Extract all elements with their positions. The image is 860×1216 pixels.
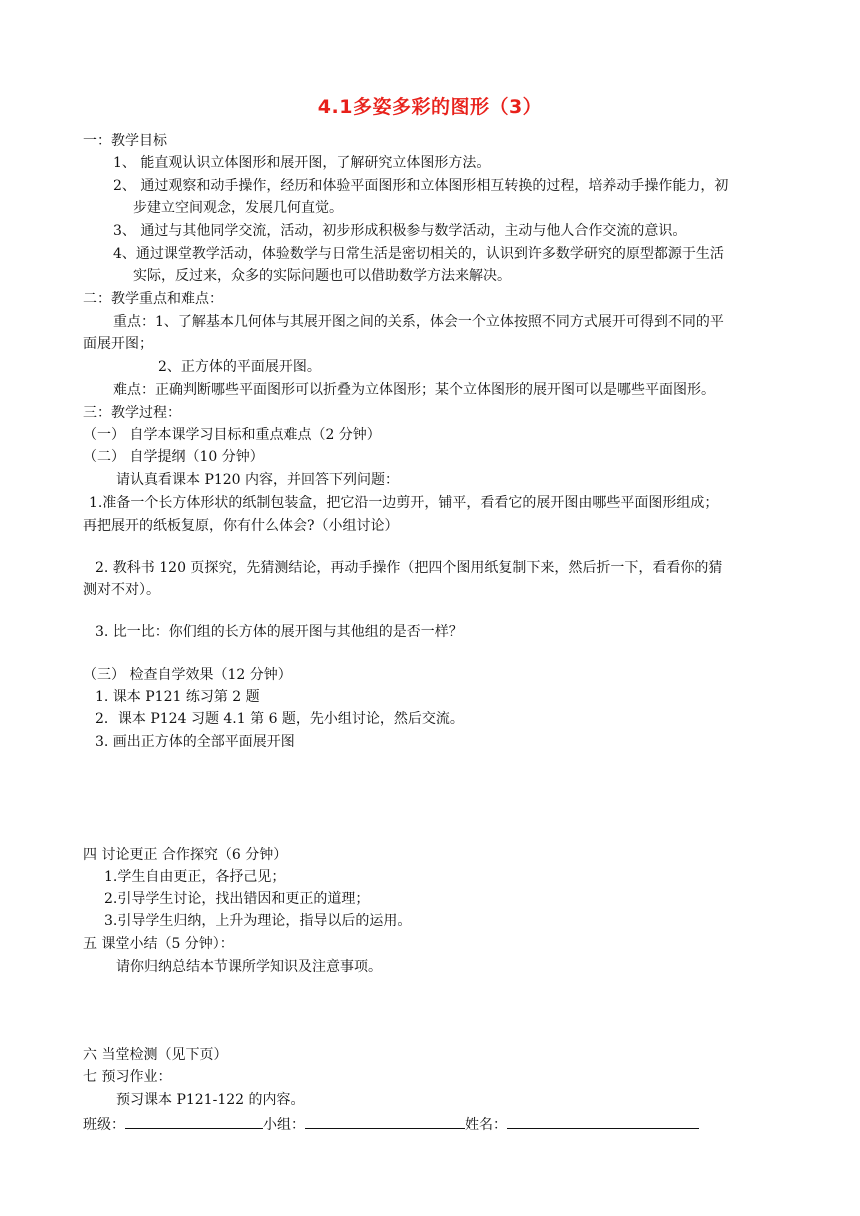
question-2: 2. 教科书 120 页探究，先猜测结论，再动手操作（把四个图用纸复制下来，然后折一下，看看你的猜	[95, 560, 723, 576]
section-heading-process: 三：教学过程：	[83, 405, 181, 421]
section-heading-test: 六 当堂检测（见下页）	[83, 1047, 228, 1063]
key-point-1: 重点：1、了解基本几何体与其展开图之间的关系，体会一个立体按照不同方式展开可得到不同的平	[113, 314, 724, 330]
objective-item-2-cont: 步建立空间观念，发展几何直觉。	[133, 200, 343, 216]
objective-item-1: 1、 能直观认识立体图形和展开图，了解研究立体图形方法。	[113, 155, 491, 171]
question-1-cont: 再把展开的纸板复原，你有什么体会?（小组讨论）	[83, 518, 399, 534]
section-heading-discussion: 四 讨论更正 合作探究（6 分钟）	[83, 847, 288, 863]
document-title: 4.1多姿多彩的图形（3）	[317, 96, 543, 118]
question-1: 1.准备一个长方体形状的纸制包装盒，把它沿一边剪开，铺平，看看它的展开图由哪些平面图形组成；	[89, 495, 719, 511]
summary-instruction: 请你归纳总结本节课所学知识及注意事项。	[116, 959, 382, 975]
section-heading-summary: 五 课堂小结（5 分钟）：	[83, 936, 234, 952]
class-label: 班级：	[83, 1117, 125, 1133]
section-heading-key-points: 二：教学重点和难点：	[83, 291, 223, 307]
process-step-1: （一） 自学本课学习目标和重点难点（2 分钟）	[83, 427, 381, 443]
process-step-3: （三） 检查自学效果（12 分钟）	[83, 667, 292, 683]
section-heading-preview: 七 预习作业：	[83, 1069, 172, 1085]
question-3: 3. 比一比：你们组的长方体的展开图与其他组的是否一样？	[95, 624, 463, 640]
objective-item-4-cont: 实际，反过来，众多的实际问题也可以借助数学方法来解决。	[133, 268, 511, 284]
discussion-item-3: 3.引导学生归纳，上升为理论，指导以后的运用。	[104, 913, 412, 929]
discussion-item-2: 2.引导学生讨论，找出错因和更正的道理；	[104, 891, 370, 907]
student-info-line	[83, 1112, 699, 1135]
name-label: 姓名：	[465, 1117, 507, 1133]
class-blank-field[interactable]	[125, 1112, 263, 1129]
discussion-item-1: 1.学生自由更正，各抒己见；	[104, 869, 286, 885]
objective-item-3: 3、 通过与其他同学交流，活动，初步形成积极参与数学活动，主动与他人合作交流的意识。	[113, 223, 687, 239]
check-item-2: 2．课本 P124 习题 4.1 第 6 题，先小组讨论，然后交流。	[95, 711, 464, 727]
check-item-3: 3. 画出正方体的全部平面展开图	[95, 734, 295, 750]
objective-item-4: 4、通过课堂教学活动，体验数学与日常生活是密切相关的，认识到许多数学研究的原型都源于生活	[113, 246, 724, 262]
check-item-1: 1. 课本 P121 练习第 2 题	[95, 689, 260, 705]
key-point-1-cont: 面展开图；	[83, 336, 153, 352]
difficulty-point: 难点：正确判断哪些平面图形可以折叠为立体图形；某个立体图形的展开图可以是哪些平面图形。	[113, 382, 715, 398]
group-label: 小组：	[263, 1117, 305, 1133]
objective-item-2: 2、 通过观察和动手操作，经历和体验平面图形和立体图形相互转换的过程，培养动手操作能力，初	[113, 178, 729, 194]
self-study-instruction: 请认真看课本 P120 内容，并回答下列问题：	[116, 472, 400, 488]
preview-instruction: 预习课本 P121-122 的内容。	[116, 1092, 305, 1108]
section-heading-objectives: 一：教学目标	[83, 133, 167, 149]
group-blank-field[interactable]	[305, 1112, 465, 1129]
key-point-2: 2、正方体的平面展开图。	[158, 359, 321, 375]
name-blank-field[interactable]	[507, 1112, 699, 1129]
process-step-2: （二） 自学提纲（10 分钟）	[83, 449, 264, 465]
question-2-cont: 测对不对）。	[83, 582, 160, 598]
